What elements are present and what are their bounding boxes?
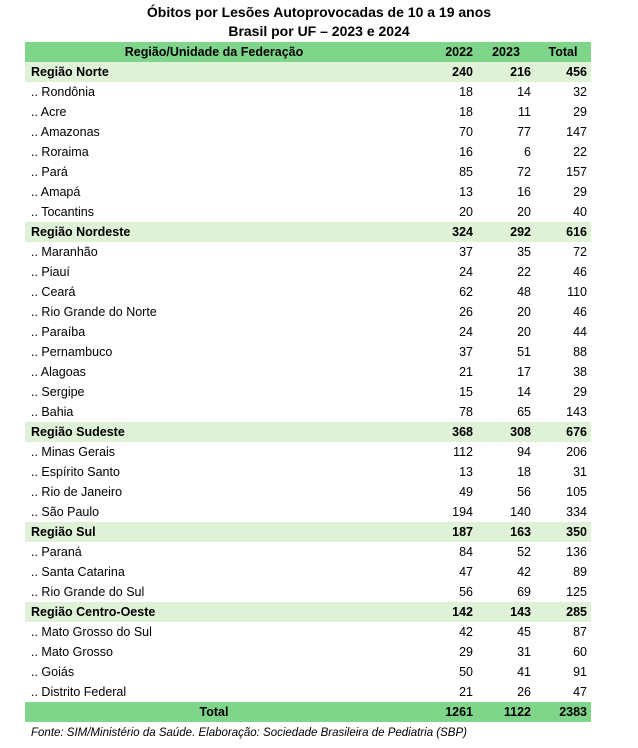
row-name: .. Rio Grande do Sul [25, 582, 403, 602]
table-row [25, 502, 591, 522]
row-name: .. Amapá [25, 182, 403, 202]
row-name: .. São Paulo [25, 502, 403, 522]
row-total: 31 [535, 462, 591, 482]
table-title: Óbitos por Lesões Autoprovocadas de 10 a 19 anos [146, 4, 492, 20]
row-2022: 29 [403, 642, 481, 662]
total-row [25, 702, 591, 722]
row-2022: 368 [403, 422, 481, 442]
row-2023: 45 [481, 622, 535, 642]
row-2023: 18 [481, 462, 535, 482]
row-2023: 140 [481, 502, 535, 522]
row-name: Região Sudeste [25, 422, 403, 442]
row-2022: 47 [403, 562, 481, 582]
row-total: 29 [535, 382, 591, 402]
table-row [25, 442, 591, 462]
row-2023: 65 [481, 402, 535, 422]
table-row [25, 142, 591, 162]
row-name: .. Espírito Santo [25, 462, 403, 482]
table-subtitle: Brasil por UF – 2023 e 2024 [228, 23, 410, 39]
row-name: .. Rondônia [25, 82, 403, 102]
header-2022: 2022 [403, 42, 481, 62]
table-row [25, 122, 591, 142]
row-2022: 15 [403, 382, 481, 402]
row-name: .. Rio de Janeiro [25, 482, 403, 502]
row-total: 157 [535, 162, 591, 182]
row-2023: 69 [481, 582, 535, 602]
row-2022: 56 [403, 582, 481, 602]
row-2022: 26 [403, 302, 481, 322]
row-2022: 49 [403, 482, 481, 502]
header-total: Total [535, 42, 591, 62]
table-row [25, 102, 591, 122]
row-2022: 21 [403, 682, 481, 702]
row-total: 136 [535, 542, 591, 562]
row-name: .. Sergipe [25, 382, 403, 402]
row-name: .. Mato Grosso do Sul [25, 622, 403, 642]
row-total: 32 [535, 82, 591, 102]
row-total: 22 [535, 142, 591, 162]
row-2023: 308 [481, 422, 535, 442]
table-row [25, 682, 591, 702]
row-2023: 94 [481, 442, 535, 462]
row-name: .. Pará [25, 162, 403, 182]
row-total: 46 [535, 262, 591, 282]
row-2023: 42 [481, 562, 535, 582]
table-row [25, 382, 591, 402]
table-row [25, 462, 591, 482]
row-2022: 50 [403, 662, 481, 682]
row-total: 87 [535, 622, 591, 642]
table-row [25, 342, 591, 362]
row-2022: 70 [403, 122, 481, 142]
total-label: Total [25, 702, 403, 722]
table-row [25, 282, 591, 302]
row-2023: 26 [481, 682, 535, 702]
row-name: .. Piauí [25, 262, 403, 282]
row-name: Região Norte [25, 62, 403, 82]
row-2023: 163 [481, 522, 535, 542]
row-2022: 78 [403, 402, 481, 422]
row-2022: 240 [403, 62, 481, 82]
row-name: .. Paraíba [25, 322, 403, 342]
row-2023: 52 [481, 542, 535, 562]
table-row [25, 482, 591, 502]
table-row [25, 302, 591, 322]
row-2022: 18 [403, 82, 481, 102]
row-total: 143 [535, 402, 591, 422]
row-2023: 77 [481, 122, 535, 142]
table-row [25, 582, 591, 602]
row-name: .. Paraná [25, 542, 403, 562]
row-name: Região Sul [25, 522, 403, 542]
row-total: 334 [535, 502, 591, 522]
row-2022: 18 [403, 102, 481, 122]
row-total: 89 [535, 562, 591, 582]
region-row [25, 602, 591, 622]
row-2023: 143 [481, 602, 535, 622]
table-row [25, 82, 591, 102]
row-name: .. Rio Grande do Norte [25, 302, 403, 322]
row-2023: 48 [481, 282, 535, 302]
row-2023: 20 [481, 202, 535, 222]
table-row [25, 162, 591, 182]
row-2022: 20 [403, 202, 481, 222]
row-2023: 31 [481, 642, 535, 662]
row-name: .. Distrito Federal [25, 682, 403, 702]
row-total: 110 [535, 282, 591, 302]
row-name: .. Minas Gerais [25, 442, 403, 462]
row-2022: 142 [403, 602, 481, 622]
row-2022: 24 [403, 262, 481, 282]
table-row [25, 242, 591, 262]
row-2023: 17 [481, 362, 535, 382]
table-body [25, 62, 591, 702]
row-2022: 84 [403, 542, 481, 562]
header-region: Região/Unidade da Federação [25, 42, 403, 62]
total-2022: 1261 [403, 702, 481, 722]
row-total: 47 [535, 682, 591, 702]
row-2023: 14 [481, 82, 535, 102]
table-row [25, 182, 591, 202]
row-total: 456 [535, 62, 591, 82]
row-name: .. Amazonas [25, 122, 403, 142]
row-name: .. Tocantins [25, 202, 403, 222]
total-2023: 1122 [481, 702, 535, 722]
row-total: 88 [535, 342, 591, 362]
table-row [25, 202, 591, 222]
row-name: .. Goiás [25, 662, 403, 682]
row-total: 44 [535, 322, 591, 342]
row-2023: 14 [481, 382, 535, 402]
row-2023: 72 [481, 162, 535, 182]
row-2023: 56 [481, 482, 535, 502]
table-row [25, 402, 591, 422]
row-2022: 13 [403, 182, 481, 202]
row-2023: 51 [481, 342, 535, 362]
region-row [25, 222, 591, 242]
row-total: 29 [535, 182, 591, 202]
header-2023: 2023 [481, 42, 535, 62]
table-row [25, 362, 591, 382]
row-total: 38 [535, 362, 591, 382]
row-name: .. Roraima [25, 142, 403, 162]
header-row [25, 42, 591, 62]
table-row [25, 662, 591, 682]
row-total: 91 [535, 662, 591, 682]
row-total: 350 [535, 522, 591, 542]
row-2022: 324 [403, 222, 481, 242]
table-row [25, 562, 591, 582]
row-name: Região Nordeste [25, 222, 403, 242]
row-2022: 85 [403, 162, 481, 182]
region-row [25, 422, 591, 442]
table-row [25, 622, 591, 642]
row-total: 46 [535, 302, 591, 322]
row-2022: 16 [403, 142, 481, 162]
row-name: .. Maranhão [25, 242, 403, 262]
row-2023: 20 [481, 322, 535, 342]
row-name: .. Mato Grosso [25, 642, 403, 662]
row-name: .. Ceará [25, 282, 403, 302]
table-row [25, 322, 591, 342]
row-total: 40 [535, 202, 591, 222]
row-total: 206 [535, 442, 591, 462]
row-2023: 6 [481, 142, 535, 162]
row-2022: 37 [403, 242, 481, 262]
row-2023: 216 [481, 62, 535, 82]
table-row [25, 642, 591, 662]
table-row [25, 542, 591, 562]
data-table [25, 42, 591, 722]
row-2022: 62 [403, 282, 481, 302]
row-total: 616 [535, 222, 591, 242]
row-name: .. Pernambuco [25, 342, 403, 362]
row-2022: 112 [403, 442, 481, 462]
row-2022: 24 [403, 322, 481, 342]
source-note: Fonte: SIM/Ministério da Saúde. Elaboração: Sociedade Brasileira de Pediatria (SBP) [31, 727, 467, 739]
row-2022: 187 [403, 522, 481, 542]
row-name: .. Bahia [25, 402, 403, 422]
row-2022: 194 [403, 502, 481, 522]
region-row [25, 62, 591, 82]
row-2023: 20 [481, 302, 535, 322]
row-total: 29 [535, 102, 591, 122]
row-2023: 35 [481, 242, 535, 262]
row-name: .. Alagoas [25, 362, 403, 382]
row-total: 676 [535, 422, 591, 442]
row-2023: 292 [481, 222, 535, 242]
row-total: 147 [535, 122, 591, 142]
total-total: 2383 [535, 702, 591, 722]
row-2023: 22 [481, 262, 535, 282]
table-row [25, 262, 591, 282]
region-row [25, 522, 591, 542]
row-2022: 21 [403, 362, 481, 382]
row-2023: 41 [481, 662, 535, 682]
row-total: 60 [535, 642, 591, 662]
row-total: 285 [535, 602, 591, 622]
row-name: .. Acre [25, 102, 403, 122]
row-2022: 37 [403, 342, 481, 362]
row-2022: 42 [403, 622, 481, 642]
row-total: 105 [535, 482, 591, 502]
row-2023: 16 [481, 182, 535, 202]
row-2023: 11 [481, 102, 535, 122]
row-name: Região Centro-Oeste [25, 602, 403, 622]
row-2022: 13 [403, 462, 481, 482]
row-name: .. Santa Catarina [25, 562, 403, 582]
row-total: 72 [535, 242, 591, 262]
row-total: 125 [535, 582, 591, 602]
